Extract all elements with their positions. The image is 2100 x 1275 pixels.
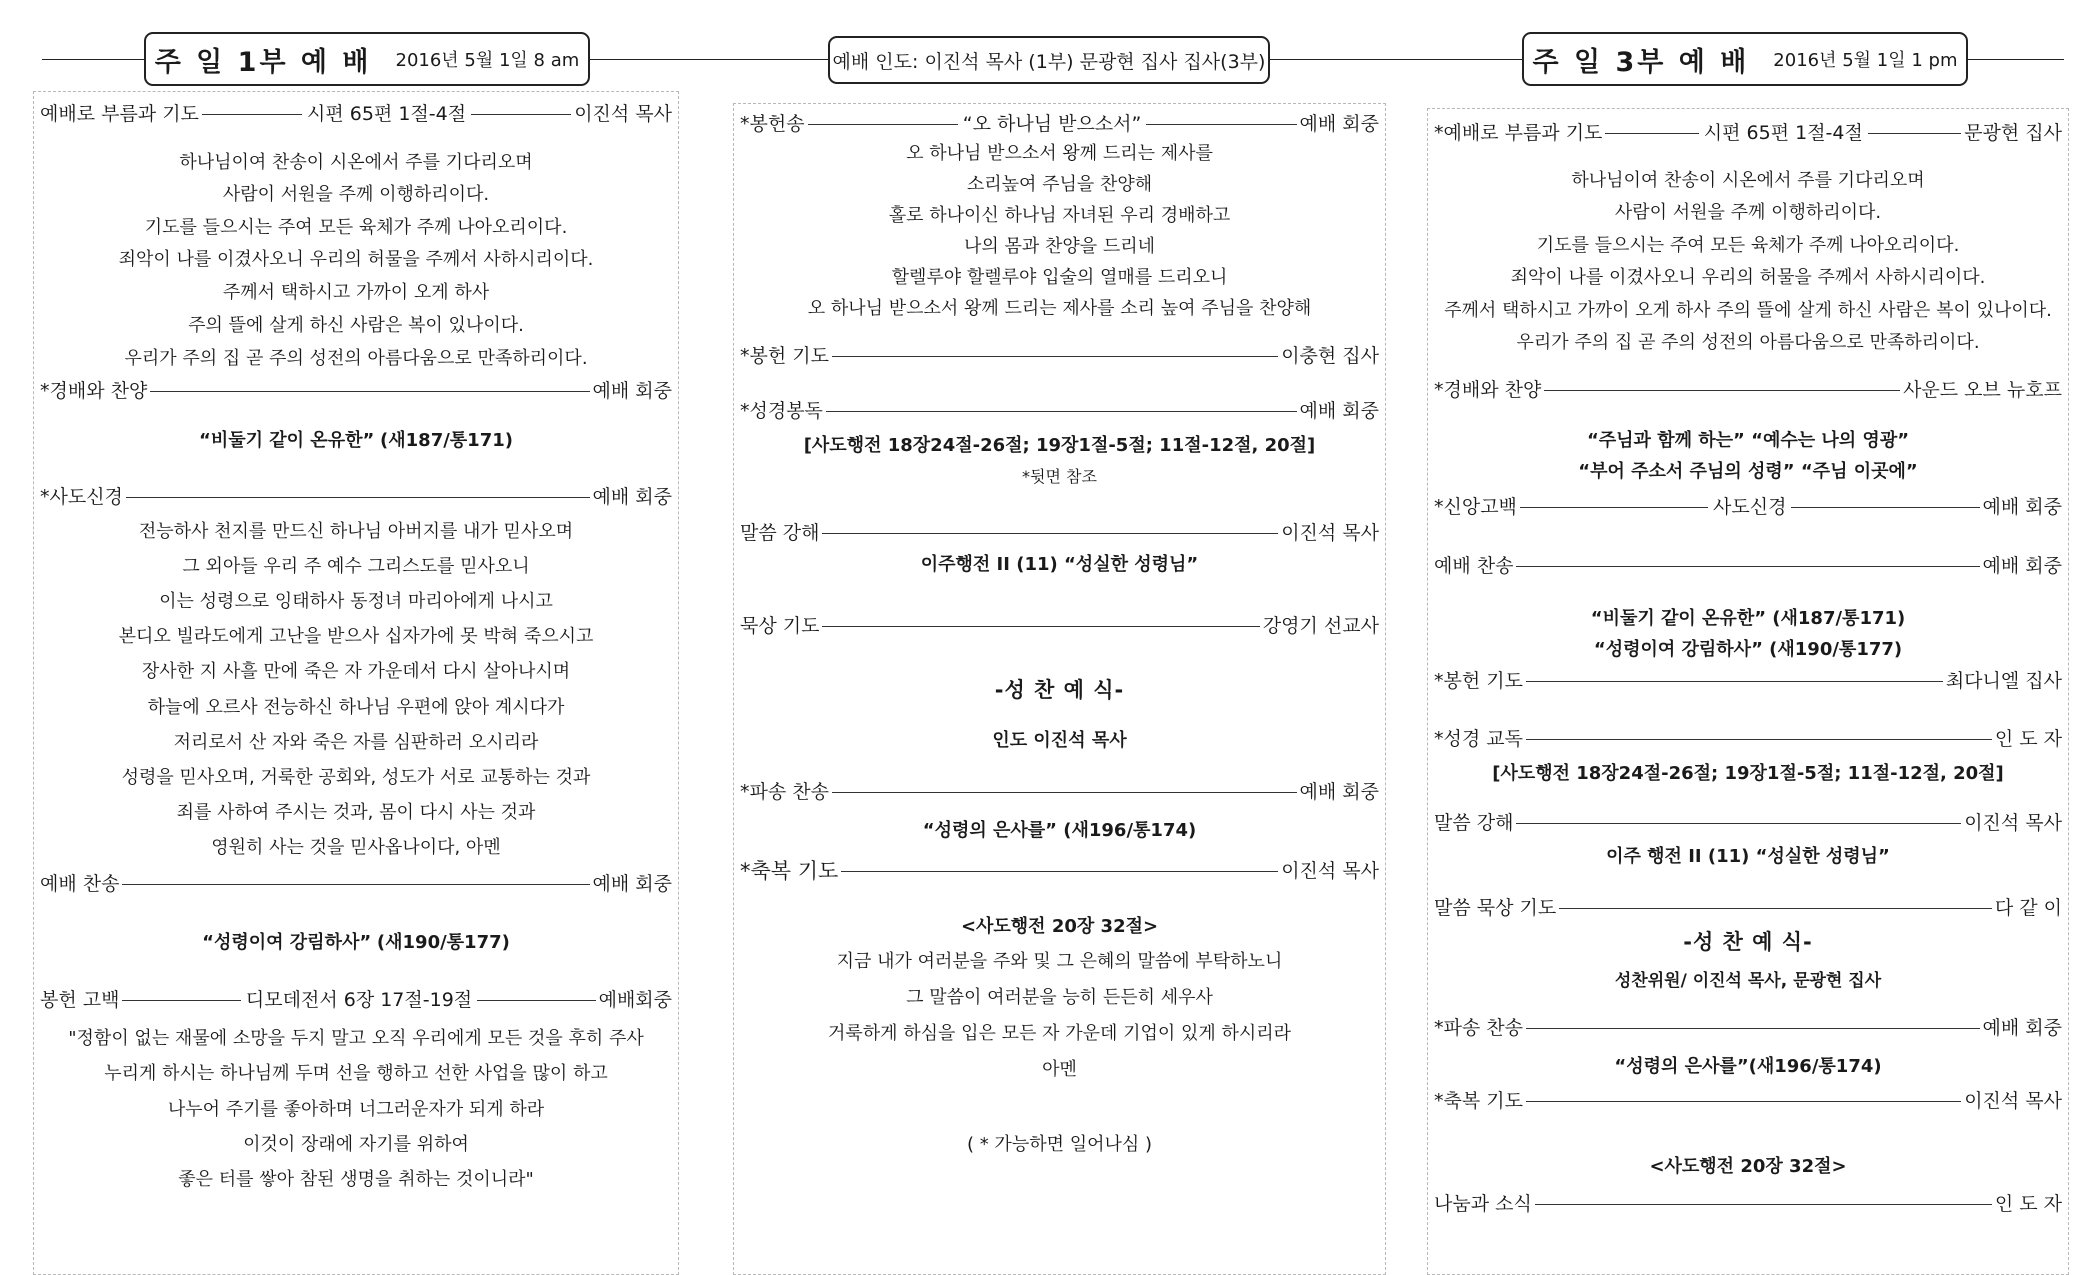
scripture-line: 사람이 서원을 주께 이행하리이다. xyxy=(1614,202,1882,223)
column-service-1 xyxy=(33,91,679,1275)
benediction-reference: <사도행전 20장 32절> xyxy=(1649,1156,1847,1177)
creed-line: 죄를 사하여 주시는 것과, 몸이 다시 사는 것과 xyxy=(176,802,536,823)
benediction-line: 거룩하게 하심을 입은 모든 자 가운데 기업이 있게 하시리라 xyxy=(827,1023,1292,1044)
header-rule-left-mid xyxy=(588,59,830,60)
order-call-to-worship: 예배로 부름과 기도 시편 65편 1절-4절 이진석 목사 xyxy=(40,103,673,125)
creed-line: 이는 성령으로 잉태하사 동정녀 마리아에게 나시고 xyxy=(159,591,553,612)
scripture-line: 기도를 들으시는 주여 모든 육체가 주께 나아오리이다. xyxy=(1536,235,1960,256)
header-rule-mid-right xyxy=(1268,59,1524,60)
service-3-date: 2016년 5월 1일 1 pm xyxy=(1773,50,1958,71)
reading-reference: [사도행전 18장24절-26절; 19장1절-5절; 11절-12절, 20절] xyxy=(1492,763,2004,784)
benediction-line: 지금 내가 여러분을 주와 및 그 은혜의 말씀에 부탁하노니 xyxy=(836,951,1283,972)
service-1-date: 2016년 5월 1일 8 am xyxy=(395,50,580,71)
order-praise: *경배와 찬양 예배 회중 xyxy=(40,380,672,402)
offering-text-line: 누리게 하시는 하나님께 두며 선을 행하고 선한 사업을 많이 하고 xyxy=(104,1063,608,1084)
song-line: 나의 몸과 찬양을 드리네 xyxy=(963,236,1156,257)
order-offering-prayer: *봉헌 기도 이충현 집사 xyxy=(740,345,1379,367)
order-hymn: 예배 찬송 예배 회중 xyxy=(40,873,672,895)
order-offering-prayer: *봉헌 기도 최다니엘 집사 xyxy=(1434,670,2062,692)
order-benediction: *축복 기도 이진석 목사 xyxy=(1434,1090,2062,1112)
header-right xyxy=(1522,32,1968,86)
order-apostles-creed: *사도신경 예배 회중 xyxy=(40,486,672,508)
reading-note: *뒷면 참조 xyxy=(1022,467,1097,486)
sending-hymn-title: “성령의 은사를”(새196/통174) xyxy=(1614,1056,1882,1077)
song-line: 소리높여 주님을 찬양해 xyxy=(966,174,1153,195)
order-meditation-prayer: 묵상 기도 강영기 선교사 xyxy=(740,615,1379,637)
standing-note: ( * 가능하면 일어나심 ) xyxy=(966,1134,1153,1155)
scripture-line: 기도를 들으시는 주여 모든 육체가 주께 나아오리이다. xyxy=(144,217,568,238)
creed-line: 하늘에 오르사 전능하신 하나님 우편에 앉아 계시다가 xyxy=(147,697,565,718)
scripture-line: 우리가 주의 집 곧 주의 성전의 아름다움으로 만족하리이다. xyxy=(1516,332,1980,353)
praise-songs: “주님과 함께 하는” “예수는 나의 영광” xyxy=(1586,430,1910,451)
order-confession-of-faith: *신앙고백 사도신경 예배 회중 xyxy=(1434,496,2062,518)
order-benediction: *축복 기도 이진석 목사 xyxy=(740,859,1379,883)
creed-line: 영원히 사는 것을 믿사옵나이다, 아멘 xyxy=(211,837,501,858)
sermon-title: 이주행전 II (11) “성실한 성령님” xyxy=(920,554,1199,575)
sending-hymn-title: “성령의 은사를” (새196/통174) xyxy=(922,820,1197,841)
order-responsive-reading: *성경 교독 인 도 자 xyxy=(1434,728,2062,750)
service-1-title: 주 일 1부 예 배 xyxy=(154,46,372,78)
sacrament-heading: -성 찬 예 식- xyxy=(1683,930,1813,954)
sacrament-leader: 성찬위원/ 이진석 목사, 문광현 집사 xyxy=(1614,971,1882,991)
header-rule-right xyxy=(1966,59,2064,60)
song-line: 오 하나님 받으소서 왕께 드리는 제사를 소리 높여 주님을 찬양해 xyxy=(807,298,1312,319)
offering-text-line: "정함이 없는 재물에 소망을 두지 말고 오직 우리에게 모든 것을 후히 주사 xyxy=(68,1028,644,1049)
creed-line: 전능하사 천지를 만드신 하나님 아버지를 내가 믿사오며 xyxy=(138,521,574,542)
column-center xyxy=(733,103,1386,1275)
offering-text-line: 이것이 장래에 자기를 위하여 xyxy=(243,1134,469,1155)
hymn-title: “성령이여 강림하사” (새190/통177) xyxy=(1593,639,1903,660)
order-hymn: 예배 찬송 예배 회중 xyxy=(1434,555,2062,577)
creed-line: 저리로서 산 자와 죽은 자를 심판하러 오시리라 xyxy=(173,732,539,753)
song-line: 할렐루야 할렐루야 입술의 열매를 드리오니 xyxy=(891,267,1228,288)
order-praise: *경배와 찬양 사운드 오브 뉴호프 xyxy=(1434,379,2062,401)
scripture-line: 우리가 주의 집 곧 주의 성전의 아름다움으로 만족하리이다. xyxy=(124,348,588,369)
order-sermon: 말씀 강해 이진석 목사 xyxy=(740,522,1379,544)
scripture-line: 주께서 택하시고 가까이 오게 하사 xyxy=(222,282,490,303)
column-service-3 xyxy=(1427,108,2069,1275)
benediction-line: 아멘 xyxy=(1042,1059,1077,1080)
order-sending-hymn: *파송 찬송 예배 회중 xyxy=(1434,1017,2062,1039)
creed-line: 본디오 빌라도에게 고난을 받으사 십자가에 못 박혀 죽으시고 xyxy=(118,626,594,647)
creed-line: 장사한 지 사흘 만에 죽은 자 가운데서 다시 살아나시며 xyxy=(141,661,571,682)
praise-songs: “부어 주소서 주님의 성령” “주님 이곳에” xyxy=(1578,461,1918,482)
scripture-line: 죄악이 나를 이겼사오니 우리의 허물을 주께서 사하시리이다. xyxy=(1510,267,1986,288)
scripture-line: 주의 뜰에 살게 하신 사람은 복이 있나이다. xyxy=(188,315,524,336)
order-scripture-reading: *성경봉독 예배 회중 xyxy=(740,400,1379,422)
song-line: 홀로 하나이신 하나님 자녀된 우리 경배하고 xyxy=(888,205,1231,226)
offering-text-line: 좋은 터를 쌓아 참된 생명을 취하는 것이니라" xyxy=(178,1169,534,1190)
scripture-line: 하나님이여 찬송이 시온에서 주를 기다리오며 xyxy=(179,152,533,173)
order-offertory-song: *봉헌송 “오 하나님 받으소서” 예배 회중 xyxy=(740,113,1380,135)
sermon-title: 이주 행전 II (11) “성실한 성령님” xyxy=(1606,846,1890,867)
order-meditation-prayer: 말씀 묵상 기도 다 같 이 xyxy=(1434,897,2062,919)
hymn-title: “비둘기 같이 온유한” (새187/통171) xyxy=(1590,608,1906,629)
scripture-line: 하나님이여 찬송이 시온에서 주를 기다리오며 xyxy=(1571,170,1925,191)
scripture-line: 죄악이 나를 이겼사오니 우리의 허물을 주께서 사하시리이다. xyxy=(118,249,594,270)
benediction-line: 그 말씀이 여러분을 능히 든든히 세우사 xyxy=(906,987,1213,1008)
reading-reference: [사도행전 18장24절-26절; 19장1절-5절; 11절-12절, 20절] xyxy=(803,435,1316,456)
order-sending-hymn: *파송 찬송 예배 회중 xyxy=(740,781,1379,803)
order-announcements: 나눔과 소식 인 도 자 xyxy=(1434,1193,2062,1215)
header-left xyxy=(144,32,590,86)
sacrament-heading: -성 찬 예 식- xyxy=(994,678,1125,702)
hymn-title: “성령이여 강림하사” (새190/통177) xyxy=(202,932,510,953)
scripture-line: 사람이 서원을 주께 이행하리이다. xyxy=(222,184,490,205)
benediction-reference: <사도행전 20장 32절> xyxy=(960,916,1159,937)
song-line: 오 하나님 받으소서 왕께 드리는 제사를 xyxy=(906,143,1213,164)
worship-leaders: 예배 인도: 이진석 목사 (1부) 문광현 집사 집사(3부) xyxy=(832,50,1266,73)
scripture-line: 주께서 택하시고 가까이 오게 하사 주의 뜰에 살게 하신 사람은 복이 있나이다. xyxy=(1444,300,2052,321)
order-sermon: 말씀 강해 이진석 목사 xyxy=(1434,812,2062,834)
order-call-to-worship: *예배로 부름과 기도 시편 65편 1절-4절 문광현 집사 xyxy=(1434,122,2063,144)
offering-text-line: 나누어 주기를 좋아하며 너그러운자가 되게 하라 xyxy=(167,1099,545,1120)
service-3-title: 주 일 3부 예 배 xyxy=(1532,46,1750,78)
header-center xyxy=(828,36,1270,84)
hymn-title: “비둘기 같이 온유한” (새187/통171) xyxy=(199,430,513,451)
creed-line: 성령을 믿사오며, 거룩한 공회와, 성도가 서로 교통하는 것과 xyxy=(121,767,591,788)
sacrament-leader: 인도 이진석 목사 xyxy=(992,730,1127,751)
header-rule-left xyxy=(42,59,148,60)
order-offering-confession: 봉헌 고백 디모데전서 6장 17절-19절 예배회중 xyxy=(40,989,673,1011)
creed-line: 그 외아들 우리 주 예수 그리스도를 믿사오니 xyxy=(182,556,530,577)
